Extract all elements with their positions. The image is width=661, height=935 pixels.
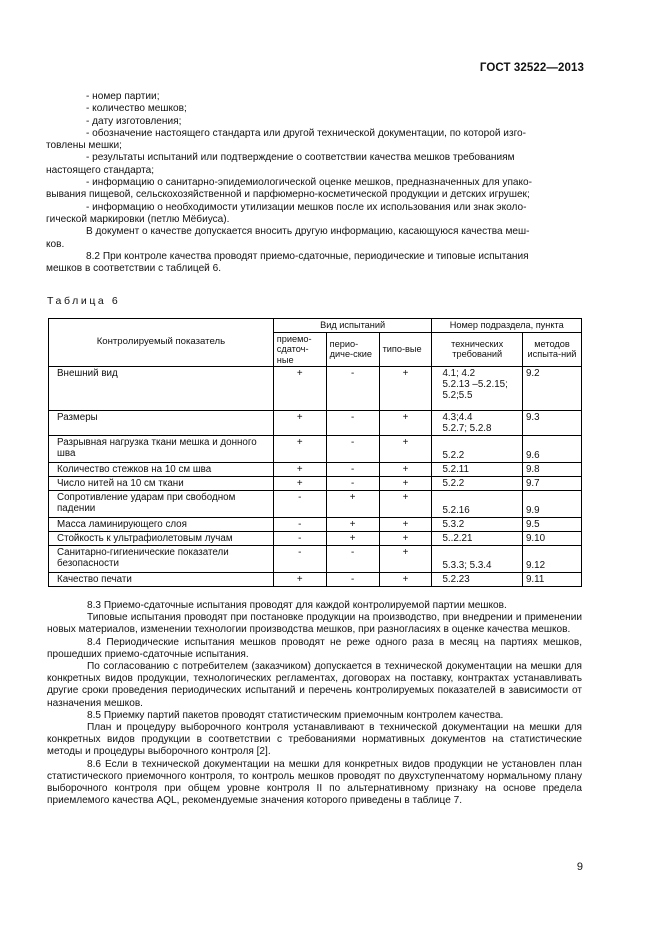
text-line: - номер партии; [86,91,160,102]
methods-cell: 9.8 [522,463,581,477]
text-line: - результаты испытаний или подтверждение о соответствии качества мешков требованиям [86,152,515,164]
header-tech-requirements: технических требований [432,332,523,367]
indicator-cell: Разрывная нагрузка ткани мешка и донного шва [49,436,274,463]
acceptance-cell: + [273,436,326,463]
paragraph: По согласованию с потребителем (заказчиком) допускается в технической документации на мешки для конкретных видов продукции, технологических регламентах, договорах на поставку, контрактах устанавливать другие сроки проведения периодических испытаний и перечень контролируемых показателей в зависимости от назначения мешков. [47,661,582,709]
type-cell: + [379,463,432,477]
table-row [49,546,582,573]
text-line: мешков в соответствии с таблицей 6. [46,263,222,275]
indicator-cell: Размеры [49,411,274,436]
requirements-cell: 5.3.2 [432,518,523,532]
type-cell: + [379,367,432,411]
acceptance-cell: - [273,546,326,573]
methods-cell: 9.6 [522,436,581,463]
acceptance-cell: + [273,477,326,491]
methods-cell: 9.2 [522,367,581,411]
paragraph: 8.3 Приемо-сдаточные испытания проводят для каждой контролируемой партии мешков. [87,600,507,611]
requirements-cell: 5.3.3; 5.3.4 [432,546,523,573]
indicator-cell: Количество стежков на 10 см шва [49,463,274,477]
table-row [49,573,582,587]
text-line: - дату изготовления; [86,115,182,127]
periodic-cell: + [326,491,379,518]
periodic-cell: - [326,411,379,436]
paragraph: 8.5 Приемку партий пакетов проводят статистическим приемочным контролем качества. [87,709,504,721]
header-acceptance: приемо-сдаточ-ные [273,332,326,367]
table-row [49,367,582,411]
text-line: - количество мешков; [86,103,187,115]
type-cell: + [379,518,432,532]
acceptance-cell: + [273,411,326,436]
type-cell: + [379,532,432,546]
table-row [49,411,582,436]
indicator-cell: Сопротивление ударам при свободном падении [49,491,274,518]
text-line: товлены мешки; [46,140,122,152]
methods-cell: 9.10 [522,532,581,546]
requirements-cell: 4.3;4.4 5.2.7; 5.2.8 [432,411,523,436]
periodic-cell: + [326,532,379,546]
header-periodic: перио-диче-ские [326,332,379,367]
indicator-cell: Число нитей на 10 см ткани [49,477,274,491]
acceptance-cell: + [273,573,326,587]
type-cell: + [379,491,432,518]
header-test-types: Вид испытаний [273,319,432,333]
type-cell: + [379,411,432,436]
page-number: 9 [576,861,583,873]
text-line: - обозначение настоящего стандарта или другой технической документации, по которой изго- [86,127,527,139]
paragraph: Типовые испытания проводят при постановке продукции на производство, при внедрении и применении новых материалов, изменении технологии производства мешков, при разногласиях в оценке качества мешков. [47,612,582,636]
requirements-cell: 5.2.11 [432,463,523,477]
text-line: вывания пищевой, сельскохозяйственной и парфюмерно-косметической продукции и детских игрушек; [46,189,530,201]
methods-cell: 9.11 [522,573,581,587]
methods-cell: 9.5 [522,518,581,532]
header-type: типо-вые [379,332,432,367]
text-line: ков. [46,238,65,250]
text-line: - информацию о санитарно-эпидемиологической оценке мешков, предназначенных для упако- [86,177,533,189]
tests-table [48,318,582,587]
requirements-cell: 5.2.2 [432,436,523,463]
text-line: гической маркировки (петлю Мёбиуса). [46,213,230,225]
text-line: - информацию о необходимости утилизации мешков после их использования или знак эколо- [86,201,527,213]
header-section-number: Номер подраздела, пункта [432,319,582,333]
document-code-header: ГОСТ 32522—2013 [479,62,584,74]
text-line: В документ о качестве допускается вносить другую информацию, касающуюся качества меш- [86,226,530,238]
type-cell: + [379,477,432,491]
periodic-cell: - [326,463,379,477]
acceptance-cell: - [273,532,326,546]
header-test-methods: методов испыта-ний [522,332,581,367]
table-row [49,463,582,477]
table-caption: Таблица 6 [47,295,121,307]
requirements-cell: 5.2.23 [432,573,523,587]
table-row [49,518,582,532]
requirements-cell: 5..2.21 [432,532,523,546]
text-line: 8.2 При контроле качества проводят приемо-сдаточные, периодические и типовые испытания [86,250,529,262]
text-line: настоящего стандарта; [46,164,155,176]
periodic-cell: - [326,546,379,573]
acceptance-cell: + [273,367,326,411]
methods-cell: 9.3 [522,411,581,436]
periodic-cell: + [326,518,379,532]
table-row [49,532,582,546]
table-row [49,477,582,491]
methods-cell: 9.12 [522,546,581,573]
type-cell: + [379,573,432,587]
methods-cell: 9.7 [522,477,581,491]
requirements-list [46,91,582,275]
header-indicator: Контролируемый показатель [49,319,274,367]
periodic-cell: - [326,367,379,411]
indicator-cell: Внешний вид [49,367,274,411]
requirements-cell: 5.2.16 [432,491,523,518]
body-text [47,600,582,807]
indicator-cell: Качество печати [49,573,274,587]
indicator-cell: Стойкость к ультрафиолетовым лучам [49,532,274,546]
table-row [49,436,582,463]
table-row [49,491,582,518]
indicator-cell: Масса ламинирующего слоя [49,518,274,532]
acceptance-cell: + [273,463,326,477]
requirements-cell: 5.2.2 [432,477,523,491]
paragraph: 8.6 Если в технической документации на мешки для конкретных видов продукции не установлен план статистического приемочного контроля, то контроль мешков проводят по двухступенчатому нормальному плану выборочного контроля при общем уровне контроля II по альтернативному признаку на основе предела приемлемого качества AQL, рекомендуемые значения которого приведены в таблице 7. [47,758,582,807]
periodic-cell: - [326,477,379,491]
type-cell: + [379,436,432,463]
periodic-cell: - [326,436,379,463]
requirements-cell: 4.1; 4.2 5.2.13 –5.2.15; 5.2;5.5 [432,367,523,411]
paragraph: 8.4 Периодические испытания мешков проводят не реже одного раза в месяц на партиях мешков, прошедших приемо-сдаточные испытания. [47,636,582,660]
periodic-cell: - [326,573,379,587]
indicator-cell: Санитарно-гигиенические показатели безопасности [49,546,274,573]
acceptance-cell: - [273,518,326,532]
paragraph: План и процедуру выборочного контроля устанавливают в технической документации на мешки для конкретных видов продукции в соответствии с требованиями нормативных документов на статистические методы и процедуры выборочного контроля [2]. [47,722,582,758]
type-cell: + [379,546,432,573]
acceptance-cell: - [273,491,326,518]
methods-cell: 9.9 [522,491,581,518]
